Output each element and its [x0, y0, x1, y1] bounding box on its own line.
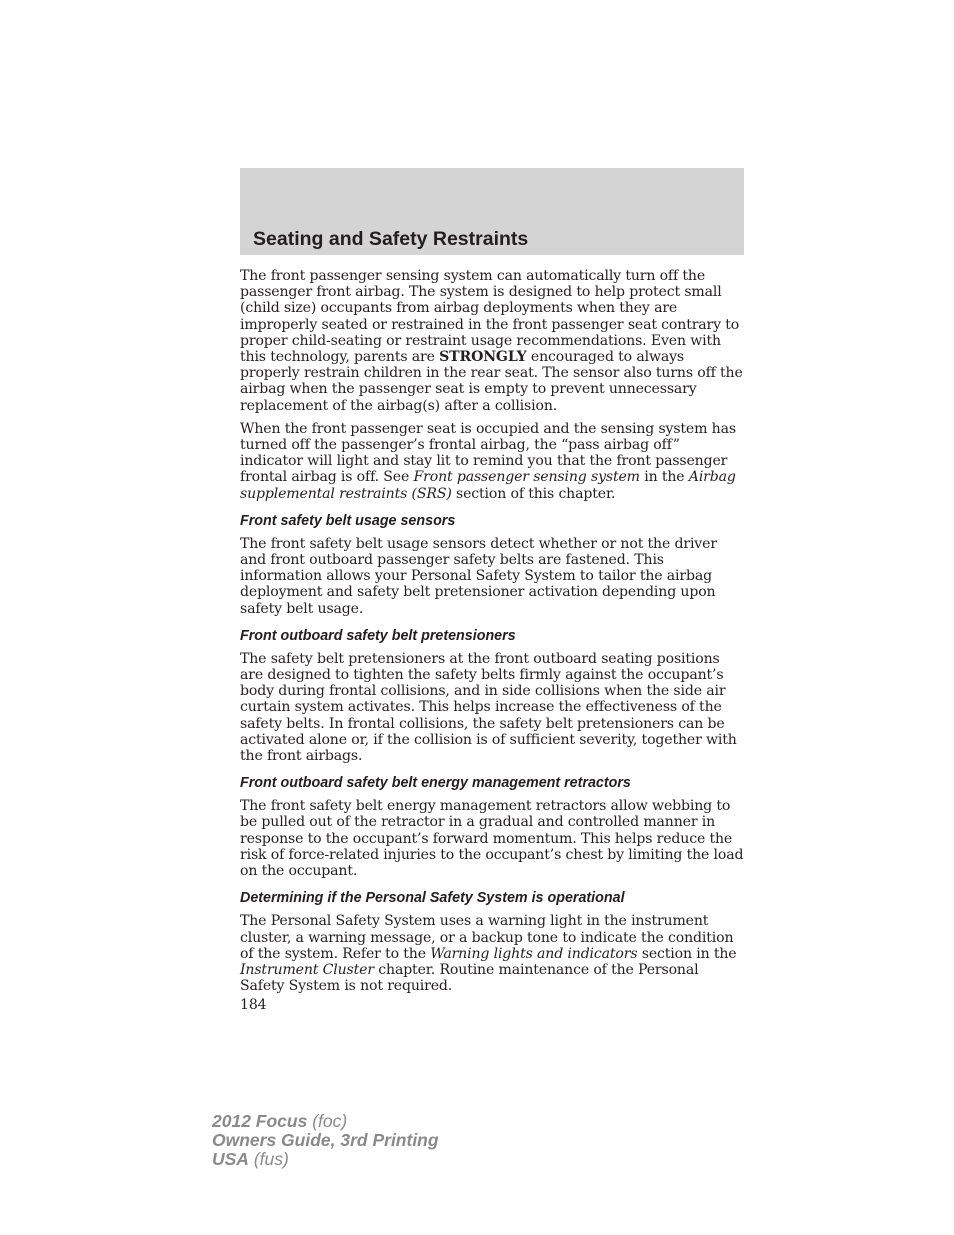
page-content	[240, 268, 746, 1014]
footer-line-guide	[212, 1131, 439, 1150]
section-title: Seating and Safety Restraints	[253, 228, 529, 250]
cross-reference: Warning lights and indicators	[430, 945, 638, 962]
text-run: The front passenger sensing system can automatically turn off the passenger front airbag. The system is designed to help protect small (child size) occupants from airbag deployments when they are improperly seated or restrained in the front passenger seat contrary to proper child-seating or restraint usage recommendations. Even with this technology, parents are	[240, 268, 740, 366]
heading-pretensioners: Front outboard safety belt pretensioners	[240, 627, 516, 644]
cross-reference: Instrument Cluster	[240, 961, 374, 978]
text-run: section of this chapter.	[451, 485, 616, 502]
document-footer	[212, 1112, 439, 1170]
heading-operational: Determining if the Personal Safety System is operational	[240, 890, 625, 907]
text-run: chapter. Routine maintenance of the Personal Safety System is not required.	[240, 961, 699, 995]
footer-model: 2012 Focus	[212, 1111, 308, 1131]
footer-line-region	[212, 1150, 439, 1169]
paragraph-usage-sensors: The front safety belt usage sensors detect whether or not the driver and front outboard passenger safety belts are fastened. This information allows your Personal Safety System to tailor the airbag deployment and safety belt pretensioner activation depending upon safety belt usage.	[240, 535, 717, 617]
page-number: 184	[240, 997, 267, 1014]
footer-region-code: (fus)	[248, 1149, 289, 1170]
cross-reference: Airbag supplemental restraints (SRS)	[240, 469, 736, 502]
footer-line-model	[212, 1112, 439, 1131]
footer-region: USA	[212, 1149, 249, 1170]
paragraph-passenger-sensing	[240, 268, 746, 414]
heading-usage-sensors: Front safety belt usage sensors	[240, 512, 456, 529]
text-run: in the	[639, 469, 689, 486]
heading-retractors: Front outboard safety belt energy management retractors	[240, 775, 631, 792]
section-header-band	[240, 168, 744, 255]
paragraph-pass-airbag-off	[240, 421, 746, 502]
footer-model-code: (foc)	[307, 1111, 348, 1131]
text-run: section in the	[637, 945, 737, 962]
text-run: When the front passenger seat is occupied and the sensing system has turned off the passenger’s frontal airbag, the “pass airbag off” indicator will light and stay lit to remind you that the front passenger frontal airbag is off. See	[240, 420, 736, 486]
paragraph-operational	[240, 913, 746, 994]
footer-guide: Owners Guide, 3rd Printing	[212, 1130, 439, 1151]
cross-reference: Front passenger sensing system	[413, 469, 640, 486]
paragraph-retractors: The front safety belt energy management retractors allow webbing to be pulled out of the retractor in a gradual and controlled manner in response to the occupant’s forward momentum. This helps reduce the risk of force-related injuries to the occupant’s chest by limiting the load on the occupant.	[240, 798, 744, 880]
paragraph-pretensioners: The safety belt pretensioners at the front outboard seating positions are designed to tighten the safety belts firmly against the occupant’s body during frontal collisions, and in side collisions when the side air curtain system activates. This helps increase the effectiveness of the safety belts. In frontal collisions, the safety belt pretensioners can be activated alone or, if the collision is of sufficient severity, together with the front airbags.	[240, 650, 737, 765]
text-run: The Personal Safety System uses a warning light in the instrument cluster, a warning message, or a backup tone to indicate the condition of the system. Refer to the	[240, 913, 734, 962]
emphasis-strongly: STRONGLY	[439, 349, 527, 366]
text-run: encouraged to always properly restrain children in the rear seat. The sensor also turns off the airbag when the passenger seat is empty to prevent unnecessary replacement of the airbag(s) after a collision.	[240, 349, 743, 414]
